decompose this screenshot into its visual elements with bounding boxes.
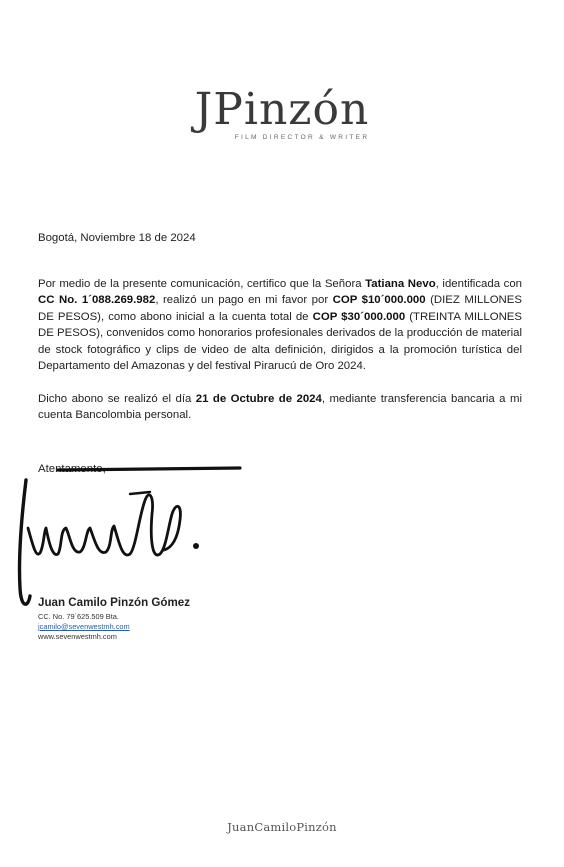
text-run: Por medio de la presente comunicación, certifico que la Señora [38,278,366,290]
letter-date: Bogotá, Noviembre 18 de 2024 [38,232,196,244]
signer-name: Juan Camilo Pinzón Gómez [38,596,191,609]
handwritten-signature [0,458,260,618]
paragraph-1 [38,276,522,374]
text-run: (TREINTA MILLONES DE PESOS), convenidos como honorarios profesionales derivados de la producción de material de stock fotográfico y clips de video de alta definición, dirigidos a la promoción turística del Departamento del Amazonas y del festival Pirarucú de Oro 2024. [38,310,522,373]
closing-text: Atentamente, [38,463,106,475]
text-run: , identificada con [435,278,522,290]
footer-signature-text: JuanCamiloPinzón [227,820,337,834]
text-run: , mediante transferencia bancaria a mi cuenta Bancolombia personal. [38,393,522,422]
bold-text-run: COP $10´000.000 [332,294,426,307]
text-run: (DIEZ MILLONES DE PESOS), como abono inicial a la cuenta total de [38,294,522,323]
logo-subtitle: FILM DIRECTOR & WRITER [234,134,370,141]
signer-email-link[interactable]: jcamilo@sevenwestmh.com [38,622,130,631]
bold-text-run: 21 de Octubre de 2024 [195,393,322,405]
paragraph-2 [38,391,522,424]
text-run: Dicho abono se realizó el día [38,393,196,405]
bold-text-run: CC No. 1´088.269.982 [38,294,156,307]
letterhead-logo [0,84,564,141]
logo-text: JPinzón [194,84,370,135]
signer-website: www.sevenwestmh.com [38,632,117,641]
bold-text-run: Tatiana Nevo [365,278,436,290]
signer-id: CC. No. 79´625.509 Bta. [38,612,119,621]
text-run: , realizó un pago en mi favor por [155,294,333,307]
bold-text-run: COP $30´000.000 [312,310,406,323]
